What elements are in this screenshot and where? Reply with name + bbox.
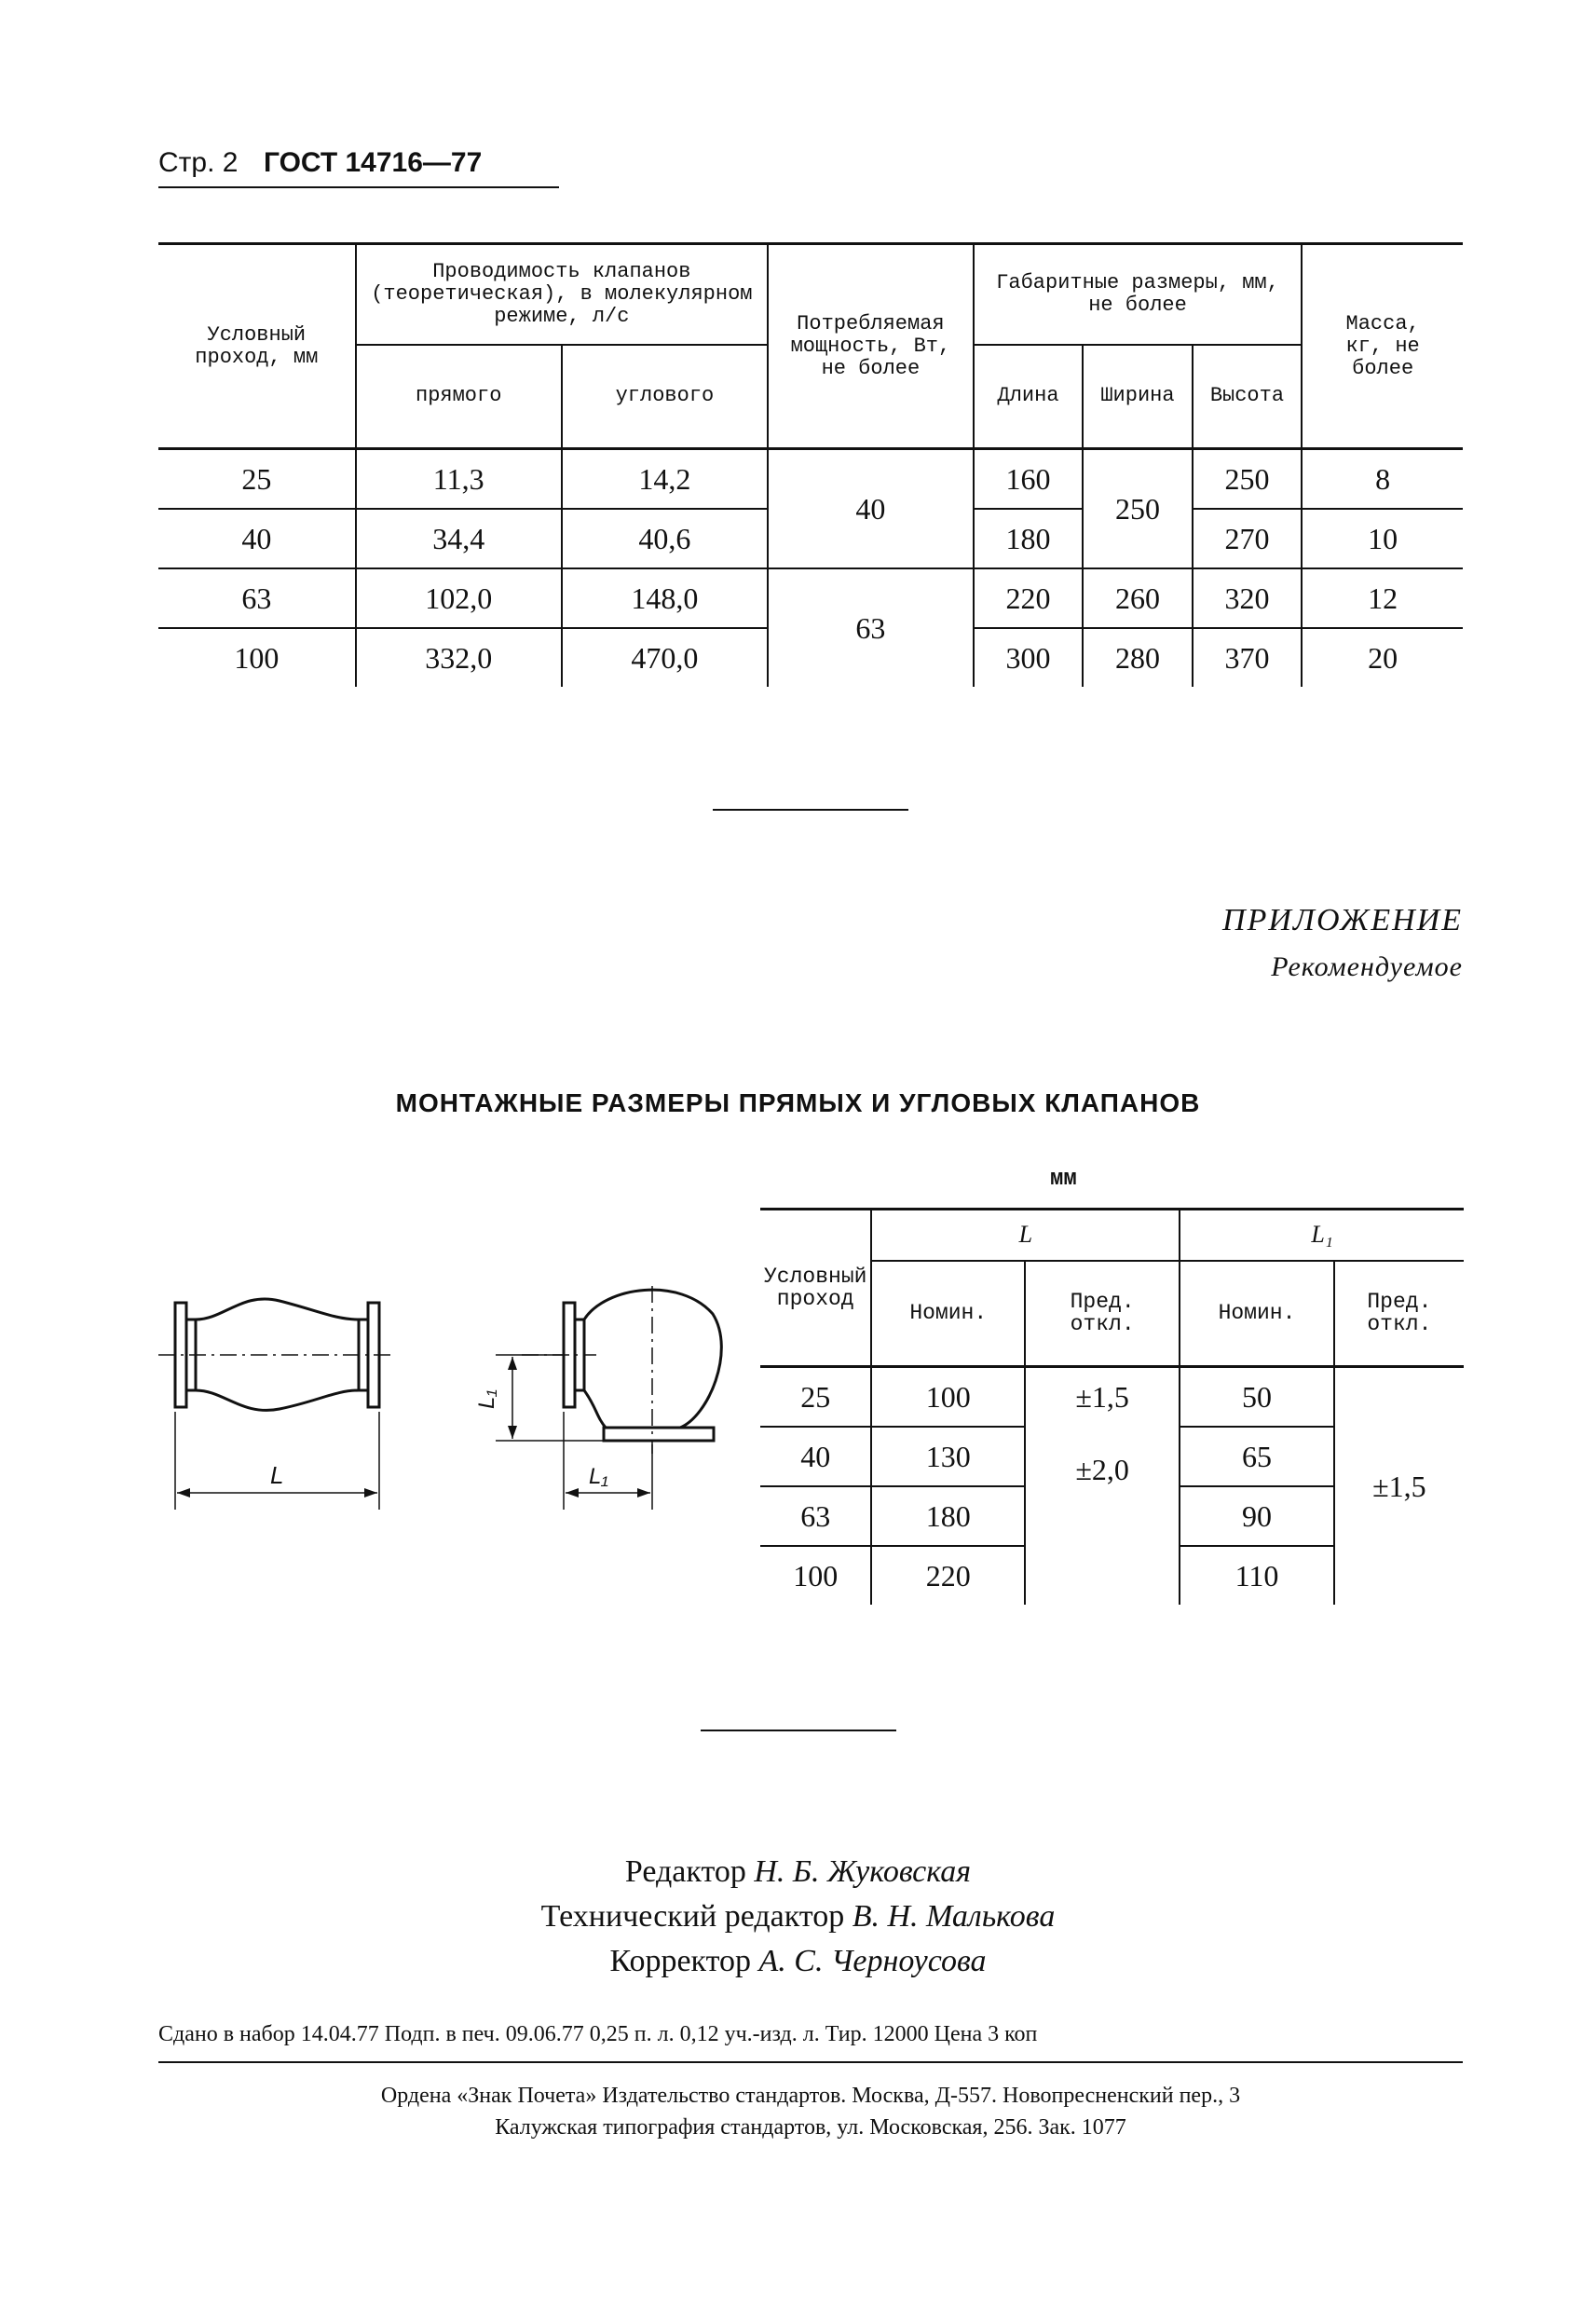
cell-straight: 11,3 xyxy=(356,449,562,510)
cell-dn: 40 xyxy=(760,1427,871,1486)
standard-number: ГОСТ 14716—77 xyxy=(263,147,483,178)
cell-straight: 332,0 xyxy=(356,628,562,687)
cell-height: 370 xyxy=(1193,628,1303,687)
page-number: Стр. 2 xyxy=(158,147,239,178)
header-conductance: Проводимость клапанов (теоретическая), в молекулярном режиме, л/с xyxy=(356,244,768,345)
cell-L-tolerance: ±2,0 xyxy=(1025,1427,1180,1605)
person-name: В. Н. Малькова xyxy=(852,1899,1056,1934)
cell-length: 220 xyxy=(974,568,1084,628)
cell-dn: 25 xyxy=(760,1367,871,1428)
imprint-line-1: Сдано в набор 14.04.77 Подп. в печ. 09.06.77 0,25 п. л. 0,12 уч.-изд. л. Тир. 12000 Цена 3 коп xyxy=(158,2022,1038,2046)
cell-dn: 63 xyxy=(158,568,356,628)
appendix-status: Рекомендуемое xyxy=(1271,951,1463,982)
credit-editor xyxy=(0,1850,1596,1894)
page-header xyxy=(158,147,482,179)
cell-width: 280 xyxy=(1083,628,1192,687)
mounting-dims-table xyxy=(760,1208,1464,1605)
header-angle: углового xyxy=(562,345,768,449)
header-L1: L₁ xyxy=(1180,1210,1464,1261)
cell-height: 270 xyxy=(1193,509,1303,568)
valve-specs-table xyxy=(158,242,1463,687)
cell-length: 180 xyxy=(974,509,1084,568)
header-L-nominal: Номин. xyxy=(871,1261,1025,1367)
credit-tech-editor xyxy=(0,1894,1596,1939)
header-mass: Масса, кг, не более xyxy=(1302,244,1463,449)
cell-length: 160 xyxy=(974,449,1084,510)
credits xyxy=(0,1850,1596,1984)
cell-L-tolerance: ±1,5 xyxy=(1025,1367,1180,1428)
header-width: Ширина xyxy=(1083,345,1192,449)
table-row xyxy=(158,449,1463,510)
cell-angle: 40,6 xyxy=(562,509,768,568)
cell-L: 130 xyxy=(871,1427,1025,1486)
cell-L1: 110 xyxy=(1180,1546,1334,1605)
cell-mass: 12 xyxy=(1302,568,1463,628)
cell-L1: 65 xyxy=(1180,1427,1334,1486)
cell-angle: 14,2 xyxy=(562,449,768,510)
header-rule xyxy=(158,186,559,188)
credit-corrector xyxy=(0,1939,1596,1984)
cell-height: 250 xyxy=(1193,449,1303,510)
cell-mass: 20 xyxy=(1368,640,1398,675)
cell-mass: 10 xyxy=(1302,509,1463,568)
divider xyxy=(713,809,908,811)
header-nominal-bore: Условный проход xyxy=(760,1210,871,1367)
cell-angle: 470,0 xyxy=(562,628,768,687)
angle-valve-drawing xyxy=(496,1286,721,1510)
header-power: Потребляемая мощность, Вт, не более xyxy=(768,244,974,449)
unit-label: мм xyxy=(1050,1167,1077,1192)
label-L1: L₁ xyxy=(589,1464,608,1489)
role-label: Корректор xyxy=(609,1944,752,1978)
role-label: Технический редактор xyxy=(540,1899,845,1934)
header-L1-nominal: Номин. xyxy=(1180,1261,1334,1367)
cell-length: 300 xyxy=(974,628,1084,687)
cell-dn: 100 xyxy=(760,1546,871,1605)
cell-L1-tolerance: ±1,5 xyxy=(1372,1469,1426,1503)
cell-angle: 148,0 xyxy=(562,568,768,628)
section-title: МОНТАЖНЫЕ РАЗМЕРЫ ПРЯМЫХ И УГЛОВЫХ КЛАПАНОВ xyxy=(395,1088,1201,1117)
appendix-heading xyxy=(1222,897,1463,991)
cell-L: 100 xyxy=(871,1367,1025,1428)
cell-L: 220 xyxy=(871,1546,1025,1605)
cell-power: 63 xyxy=(768,568,974,687)
cell-dn: 25 xyxy=(158,449,356,510)
cell-dn: 100 xyxy=(158,628,356,687)
cell-dn: 40 xyxy=(158,509,356,568)
cell-height: 320 xyxy=(1193,568,1303,628)
cell-straight: 102,0 xyxy=(356,568,562,628)
imprint-publisher xyxy=(158,2080,1463,2143)
role-label: Редактор xyxy=(624,1854,746,1889)
appendix-label: ПРИЛОЖЕНИЕ xyxy=(1222,903,1463,937)
label-L: L xyxy=(270,1461,284,1489)
imprint-line-3: Калужская типография стандартов, ул. Московская, 256. Зак. 1077 xyxy=(495,2115,1126,2140)
cell-straight: 34,4 xyxy=(356,509,562,568)
cell-power: 40 xyxy=(768,449,974,569)
cell-mass: 8 xyxy=(1302,449,1463,510)
header-dimensions: Габаритные размеры, мм, не более xyxy=(974,244,1303,345)
imprint-line-2: Ордена «Знак Почета» Издательство стандартов. Москва, Д-557. Новопресненский пер., 3 xyxy=(380,2084,1241,2108)
table-row xyxy=(760,1367,1464,1428)
header-straight: прямого xyxy=(356,345,562,449)
imprint-rule xyxy=(158,2061,1463,2063)
cell-dn: 63 xyxy=(760,1486,871,1546)
header-length: Длина xyxy=(974,345,1084,449)
person-name: Н. Б. Жуковская xyxy=(754,1854,972,1889)
cell-L: 180 xyxy=(871,1486,1025,1546)
person-name: А. С. Черноусова xyxy=(758,1944,987,1978)
cell-L1: 50 xyxy=(1180,1367,1334,1428)
header-height: Высота xyxy=(1193,345,1303,449)
cell-L1: 90 xyxy=(1180,1486,1334,1546)
header-L: L xyxy=(871,1210,1180,1261)
header-L-tolerance: Пред. откл. xyxy=(1025,1261,1180,1367)
cell-width: 260 xyxy=(1083,568,1192,628)
header-nominal-bore: Условный проход, мм xyxy=(158,244,356,449)
divider xyxy=(701,1730,896,1731)
cell-width: 250 xyxy=(1083,449,1192,569)
label-L1-vertical: L₁ xyxy=(474,1389,499,1409)
valve-drawings xyxy=(158,1277,736,1528)
table-row xyxy=(158,568,1463,628)
header-L1-tolerance: Пред. откл. xyxy=(1334,1261,1464,1367)
